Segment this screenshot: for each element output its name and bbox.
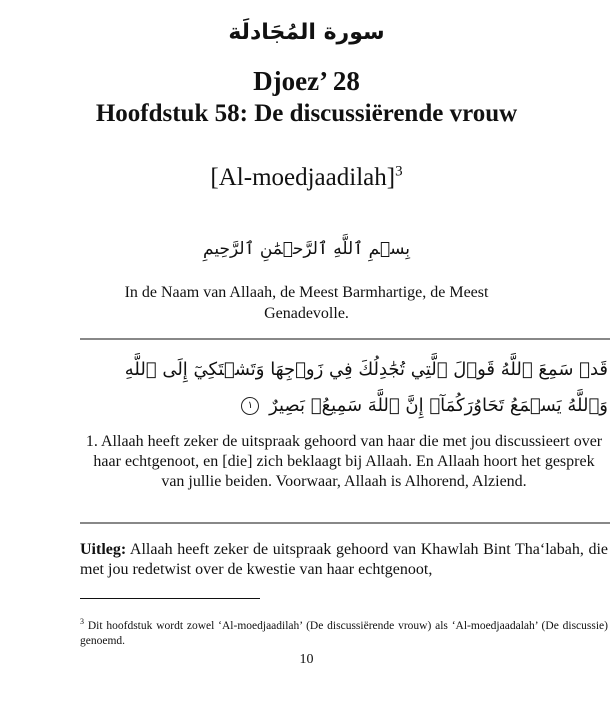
chapter-title: Hoofdstuk 58: De discussiërende vrouw [95,100,518,127]
section-divider-bottom [80,522,610,524]
section-divider-top [80,338,610,340]
footnote-text: Dit hoofdstuk wordt zowel ‘Al-moedjaadilah’ (De discussiërende vrouw) als ‘Al-moedjaadalah’ (De discussie) genoemd. [80,619,608,647]
ayah-translation: 1. Allaah heeft zeker de uitspraak gehoord van haar die met jou discussieert over haar echtgenoot, en [die] zich beklaagt bij Allaah. En Allaah hoort het gesprek van jullie beiden. Voorwaar, Allaah is Alhorend, Alziend. [85,433,603,490]
basmala-arabic: بِسۡمِ ٱللَّهِ ٱلرَّحۡمَٰنِ ٱلرَّحِيمِ [203,239,410,259]
ayah-arabic [80,352,608,424]
juz-heading: Djoez’ 28 [253,66,360,96]
transliteration-heading [0,164,613,192]
basmala-translation: In de Naam van Allaah, de Meest Barmhartige, de Meest Genadevolle. [124,284,489,322]
surah-arabic-title: سورة المُجَادلَة [228,20,385,45]
ayah-arabic-text: قَدۡ سَمِعَ ٱللَّهُ قَوۡلَ ٱلَّتِي تُجَٰدِلُكَ فِي زَوۡجِهَا وَتَشۡتَكِيٓ إِلَى ٱللَّهِ وَٱللَّهُ يَسۡمَعُ تَحَاوُرَكُمَآۚ إِنَّ ٱللَّهَ سَمِيعُۢ بَصِيرٌ [124,359,608,416]
footnote [80,614,608,649]
footnote-number: 3 [80,617,84,626]
footnote-reference[interactable]: 3 [395,163,403,180]
explanation-text: Allaah heeft zeker de uitspraak gehoord van Khawlah Bint Tha‘labah, die met jou redetwist over de kwestie van haar echtgenoot, [80,541,608,578]
footnote-separator [80,598,260,599]
explanation-label: Uitleg: [80,541,127,558]
explanation-paragraph [80,540,608,580]
page-number: 10 [299,652,314,667]
ayah-number-marker: ١ [241,397,259,415]
transliteration-text: [Al-moedjaadilah] [210,164,396,191]
